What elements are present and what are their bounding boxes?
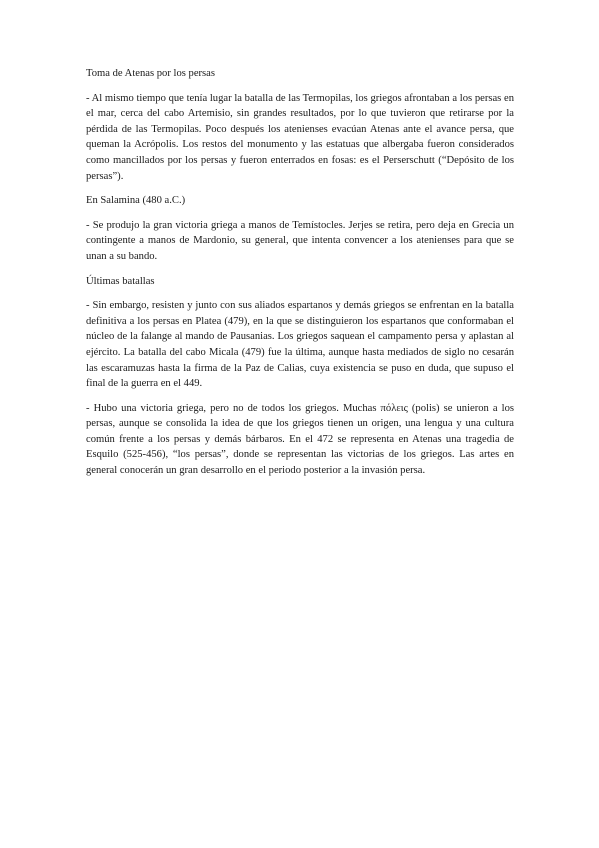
document-page [86, 66, 514, 488]
paragraph-toma-de-atenas: - Al mismo tiempo que tenía lugar la batalla de las Termopilas, los griegos afrontaban a los persas en el mar, cerca del cabo Artemisio, sin grandes resultados, por lo que tuvieron que retirarse por la pérdida de las Termopilas. Poco después los atenienses evacúan Atenas ante el avance persa, que queman la Acrópolis. Los restos del monumento y las estatuas que albergaba fueron considerados como mancillados por los persas y fueron enterrados en fosas: es el Perserschutt (“Depósito de los persas”). [86, 92, 514, 182]
paragraph-ultimas-batallas-2: - Hubo una victoria griega, pero no de todos los griegos. Muchas πόλεις (polis) se unieron a los persas, aunque se consolida la idea de que los griegos tienen un origen, una lengua y una cultura común frente a los persas y demás bárbaros. En el 472 se representa en Atenas una tragedia de Esquilo (525-456), “los persas”, donde se representan las victorias de los griegos. Las artes en general conocerán un gran desarrollo en el periodo posterior a la invasión persa. [86, 402, 514, 477]
section-heading-toma-de-atenas: Toma de Atenas por los persas [86, 68, 216, 79]
section-heading-salamina: En Salamina (480 a.C.) [86, 195, 186, 207]
paragraph-salamina: - Se produjo la gran victoria griega a manos de Temístocles. Jerjes se retira, pero deja en Grecia un contingente a manos de Mardonio, su general, que intenta convencer a los atenienses para que se unan a su bando. [86, 219, 514, 262]
section-heading-ultimas-batallas: Últimas batallas [86, 275, 155, 287]
paragraph-ultimas-batallas-1: - Sin embargo, resisten y junto con sus aliados espartanos y demás griegos se enfrentan en la batalla definitiva a los persas en Platea (479), en la que se distinguieron los espartanos que conformaban el núcleo de la falange al mando de Pausanias. Los griegos saquean el campamento persa y aplastan al ejército. La batalla del cabo Micala (479) fue la última, aunque hasta mediados de siglo no cesarán las escaramuzas hasta la firma de la Paz de Calias, cuya existencia se puso en duda, que supuso el final de la guerra en el 449. [86, 300, 514, 390]
